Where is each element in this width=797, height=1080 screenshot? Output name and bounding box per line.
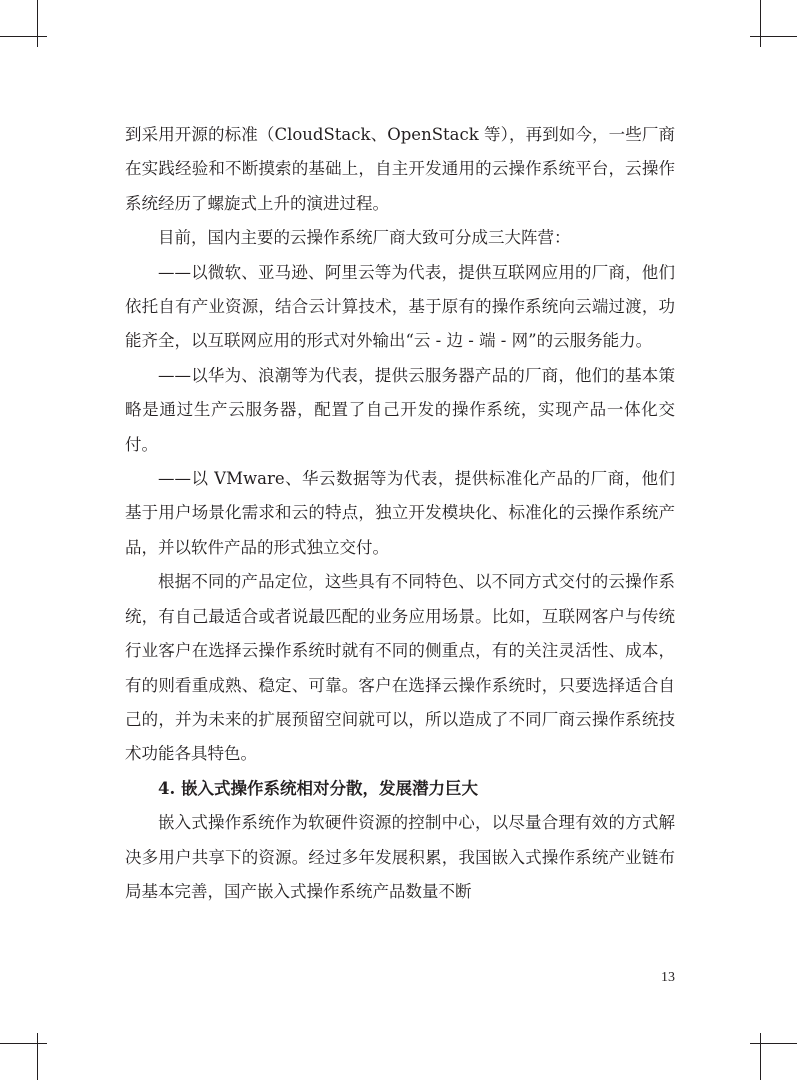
crop-mark-top-left <box>0 36 47 37</box>
paragraph: 根据不同的产品定位，这些具有不同特色、以不同方式交付的云操作系统，有自己最适合或者说最匹配的业务应用场景。比如，互联网客户与传统行业客户在选择云操作系统时就有不同的侧重点，有的关注灵活性、成本，有的则看重成熟、稳定、可靠。客户在选择云操作系统时，只要选择适合自己的，并为未来的扩展预留空间就可以，所以造成了不同厂商云操作系统技术功能各具特色。 <box>125 572 675 764</box>
crop-mark-top-right <box>750 36 797 37</box>
crop-mark-bottom-right <box>750 1043 797 1044</box>
crop-mark-bottom-right <box>760 1033 761 1080</box>
crop-mark-bottom-left <box>37 1033 38 1080</box>
page-number: 13 <box>661 970 675 985</box>
paragraph: ——以微软、亚马逊、阿里云等为代表，提供互联网应用的厂商，他们依托自有产业资源，结合云计算技术，基于原有的操作系统向云端过渡，功能齐全，以互联网应用的形式对外输出“云 - 边 - 端 - 网”的云服务能力。 <box>125 262 675 351</box>
paragraph: 到采用开源的标准（CloudStack、OpenStack 等），再到如今，一些厂商在实践经验和不断摸索的基础上，自主开发通用的云操作系统平台，云操作系统经历了螺旋式上升的演进过程。 <box>125 125 675 213</box>
paragraph: 嵌入式操作系统作为软硬件资源的控制中心，以尽量合理有效的方式解决多用户共享下的资源。经过多年发展积累，我国嵌入式操作系统产业链布局基本完善，国产嵌入式操作系统产品数量不断 <box>125 813 675 901</box>
crop-mark-top-right <box>760 0 761 47</box>
crop-mark-bottom-left <box>0 1043 47 1044</box>
paragraph: ——以 VMware、华云数据等为代表，提供标准化产品的厂商，他们基于用户场景化需求和云的特点，独立开发模块化、标准化的云操作系统产品，并以软件产品的形式独立交付。 <box>125 469 675 557</box>
paragraph: 目前，国内主要的云操作系统厂商大致可分成三大阵营： <box>158 228 571 248</box>
paragraph: ——以华为、浪潮等为代表，提供云服务器产品的厂商，他们的基本策略是通过生产云服务器，配置了自己开发的操作系统，实现产品一体化交付。 <box>125 365 675 454</box>
page-body <box>125 118 675 909</box>
section-heading: 4. 嵌入式操作系统相对分散，发展潜力巨大 <box>158 778 478 798</box>
crop-mark-top-left <box>37 0 38 47</box>
